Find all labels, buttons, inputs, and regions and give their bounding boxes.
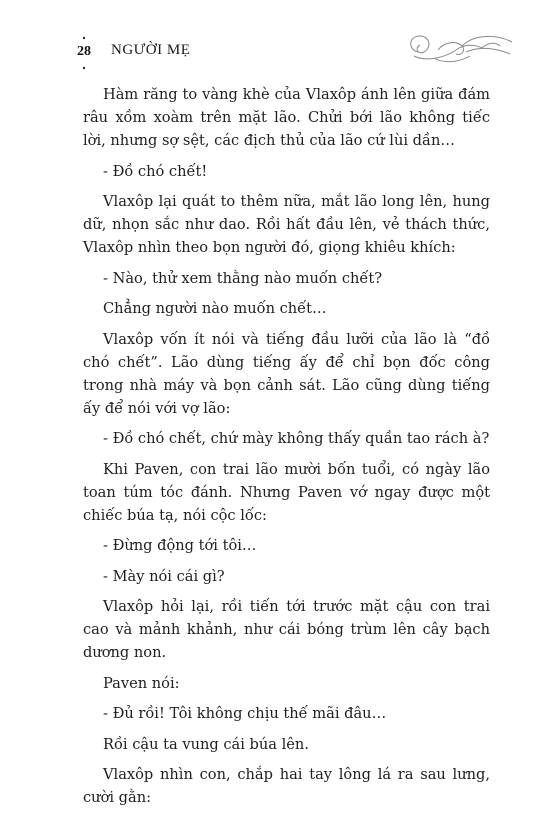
decorative-flourish-icon bbox=[404, 28, 516, 68]
paragraph: Chẳng người nào muốn chết… bbox=[103, 300, 327, 317]
paragraph: Vlaxôp nhìn con, chắp hai tay lông lá ra sau lưng, cười gằn: bbox=[83, 766, 490, 806]
paragraph: Rồi cậu ta vung cái búa lên. bbox=[103, 735, 309, 753]
paragraph: Paven nói: bbox=[103, 674, 180, 692]
paragraph: - Nào, thử xem thằng nào muốn chết? bbox=[103, 269, 383, 287]
paragraph: - Đừng động tới tôi… bbox=[103, 537, 257, 554]
paragraph: Vlaxôp hỏi lại, rồi tiến tới trước mặt cậu con trai cao và mảnh khảnh, như cái bóng trùm lên cây bạch dương non. bbox=[83, 598, 490, 661]
page-header bbox=[0, 0, 556, 80]
paragraph: - Mày nói cái gì? bbox=[103, 567, 225, 585]
paragraph: Hàm răng to vàng khè của Vlaxôp ánh lên giữa đám râu xồm xoàm trên mặt lão. Chửi bới lão không tiếc lời, nhưng sợ sệt, các địch thủ của lão cứ lùi dần… bbox=[83, 86, 490, 149]
paragraph: Khi Paven, con trai lão mười bốn tuổi, có ngày lão toan túm tóc đánh. Nhưng Paven vớ ngay được một chiếc búa tạ, nói cộc lốc: bbox=[83, 460, 490, 524]
chapter-title: NGƯỜI MẸ bbox=[111, 42, 191, 58]
paragraph: Vlaxôp lại quát to thêm nữa, mắt lão long lên, hung dữ, nhọn sắc như dao. Rồi hất đầu lên, vẻ thách thức, Vlaxôp nhìn theo bọn người đó, giọng khiêu khích: bbox=[83, 193, 490, 256]
paragraph: - Đồ chó chết! bbox=[103, 162, 208, 180]
paragraph: - Đồ chó chết, chứ mày không thấy quần tao rách à? bbox=[103, 430, 490, 447]
page-number-badge bbox=[66, 35, 102, 71]
paragraph: Vlaxôp vốn ít nói và tiếng đầu lưỡi của lão là “đồ chó chết”. Lão dùng tiếng ấy để chỉ bọn đốc công trong nhà máy và bọn cảnh sát. Lão cũng dùng tiếng ấy để nói với vợ lão: bbox=[83, 330, 490, 417]
page-number: 28 bbox=[77, 44, 91, 59]
page-body bbox=[83, 83, 490, 817]
paragraph: - Đủ rồi! Tôi không chịu thế mãi đâu… bbox=[103, 705, 387, 722]
